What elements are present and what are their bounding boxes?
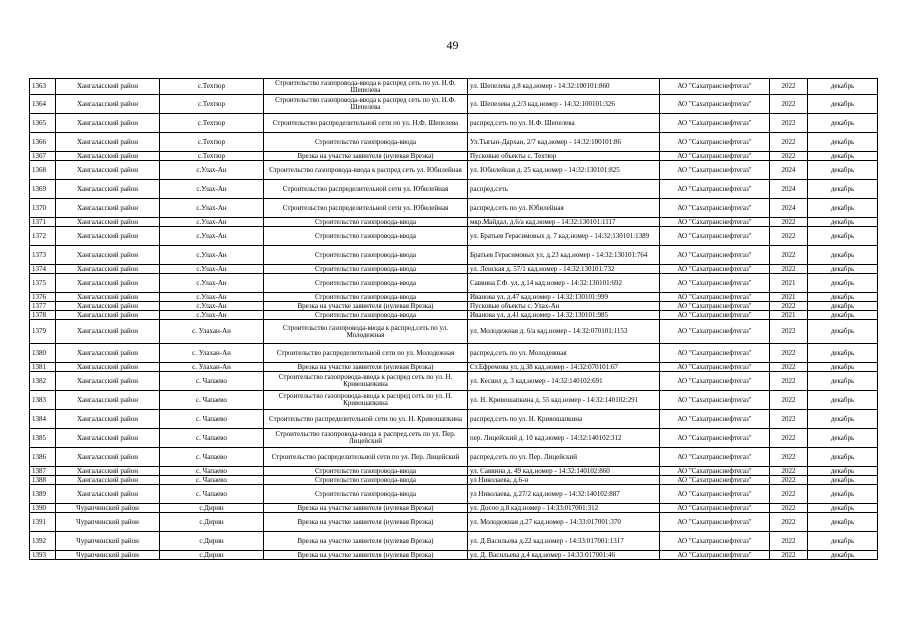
table-row [30, 532, 878, 551]
year-cell: 2022 [770, 265, 808, 274]
address-cell: ул Николаева, д.6-н [468, 476, 660, 485]
month-cell: декабрь [808, 114, 878, 133]
month-cell: декабрь [808, 372, 878, 391]
page-number: 49 [446, 38, 459, 52]
locality-cell: с.Улах-Ан [160, 311, 264, 320]
month-cell: декабрь [808, 344, 878, 363]
month-cell: декабрь [808, 161, 878, 180]
year-cell: 2022 [770, 344, 808, 363]
month-cell: декабрь [808, 95, 878, 114]
locality-cell: с.Техтюр [160, 133, 264, 152]
work-description-cell: Строительство газопровода-ввода к распред сеть по ул. Н.Ф. Шепелева [264, 95, 468, 114]
year-cell: 2022 [770, 218, 808, 227]
locality-cell: с. Чапаево [160, 372, 264, 391]
locality-cell: с. Чапаево [160, 391, 264, 410]
table-row [30, 485, 878, 504]
locality-cell: с.Улах-Ан [160, 293, 264, 302]
company-cell: АО "Сахатранснефтегаз" [660, 429, 770, 448]
district-cell: Хангаласский район [56, 429, 160, 448]
year-cell: 2022 [770, 467, 808, 476]
table-row [30, 551, 878, 560]
district-cell: Хангаласский район [56, 161, 160, 180]
year-cell: 2021 [770, 311, 808, 320]
work-description-cell: Строительство газопровода-ввода к распред сеть ул. Юбилейная [264, 161, 468, 180]
company-cell: АО "Сахатранснефтегаз" [660, 485, 770, 504]
row-number-cell: 1376 [30, 293, 56, 302]
district-cell: Хангаласский район [56, 95, 160, 114]
month-cell: декабрь [808, 199, 878, 218]
district-cell: Хангаласский район [56, 476, 160, 485]
table-row [30, 467, 878, 476]
table-row [30, 265, 878, 274]
work-description-cell: Строительство газопровода-ввода [264, 246, 468, 265]
month-cell: декабрь [808, 551, 878, 560]
address-cell: ул Николаева, д.27/2 кад.номер - 14:32:140102:887 [468, 485, 660, 504]
district-cell: Хангаласский район [56, 152, 160, 161]
table-row [30, 246, 878, 265]
table-row [30, 218, 878, 227]
table-row [30, 513, 878, 532]
district-cell: Чурапчинский район [56, 551, 160, 560]
row-number-cell: 1379 [30, 320, 56, 344]
company-cell: АО "Сахатранснефтегаз" [660, 161, 770, 180]
row-number-cell: 1372 [30, 227, 56, 246]
month-cell: декабрь [808, 265, 878, 274]
table-row [30, 114, 878, 133]
work-description-cell: Строительство газопровода-ввода [264, 476, 468, 485]
row-number-cell: 1366 [30, 133, 56, 152]
row-number-cell: 1371 [30, 218, 56, 227]
address-cell: распред.сеть по ул. Н.Ф. Шепелева [468, 114, 660, 133]
row-number-cell: 1386 [30, 448, 56, 467]
month-cell: декабрь [808, 513, 878, 532]
row-number-cell: 1373 [30, 246, 56, 265]
month-cell: декабрь [808, 133, 878, 152]
year-cell: 2022 [770, 152, 808, 161]
table-row [30, 372, 878, 391]
month-cell: декабрь [808, 320, 878, 344]
company-cell: АО "Сахатранснефтегаз" [660, 344, 770, 363]
company-cell: АО "Сахатранснефтегаз" [660, 302, 770, 311]
address-cell: мкр.Майдал, д.6/а кад.номер - 14:32:130101:1117 [468, 218, 660, 227]
year-cell: 2022 [770, 504, 808, 513]
month-cell: декабрь [808, 391, 878, 410]
company-cell: АО "Сахатранснефтегаз" [660, 410, 770, 429]
company-cell: АО "Сахатранснефтегаз" [660, 311, 770, 320]
address-cell: ул. Шепелева д.8 кад.номер - 14:32:100101:860 [468, 79, 660, 95]
company-cell: АО "Сахатранснефтегаз" [660, 265, 770, 274]
locality-cell: с. Чапаево [160, 467, 264, 476]
locality-cell: с.Улах-Ан [160, 246, 264, 265]
address-cell: ул. Ленская д. 57/1 кад.номер - 14:32:130101:732 [468, 265, 660, 274]
locality-cell: с. Чапаево [160, 448, 264, 467]
month-cell: декабрь [808, 410, 878, 429]
table-row [30, 274, 878, 293]
month-cell: декабрь [808, 448, 878, 467]
row-number-cell: 1377 [30, 302, 56, 311]
work-description-cell: Строительство распределительной сети по ул. Н.Ф. Шепелева [264, 114, 468, 133]
work-description-cell: Врезка на участке заявителя (нулевая Врезка) [264, 532, 468, 551]
district-cell: Хангаласский район [56, 320, 160, 344]
year-cell: 2022 [770, 391, 808, 410]
month-cell: декабрь [808, 152, 878, 161]
table-row [30, 504, 878, 513]
address-cell: ул. Шепелева д.2/3 кад.номер - 14:32:100101:326 [468, 95, 660, 114]
address-cell: Пусковые объекты с. Техтюр [468, 152, 660, 161]
company-cell: АО "Сахатранснефтегаз" [660, 372, 770, 391]
row-number-cell: 1363 [30, 79, 56, 95]
address-cell: ул. Досоо д.8 кад.номер - 14:33:017001:312 [468, 504, 660, 513]
year-cell: 2022 [770, 485, 808, 504]
table-row [30, 429, 878, 448]
company-cell: АО "Сахатранснефтегаз" [660, 391, 770, 410]
work-description-cell: Врезка на участке заявителя (нулевая Врезка) [264, 363, 468, 372]
company-cell: АО "Сахатранснефтегаз" [660, 152, 770, 161]
year-cell: 2024 [770, 199, 808, 218]
work-description-cell: Строительство газопровода-ввода к распред.сеть по ул. Молодежная [264, 320, 468, 344]
company-cell: АО "Сахатранснефтегаз" [660, 504, 770, 513]
month-cell: декабрь [808, 246, 878, 265]
table-row [30, 227, 878, 246]
row-number-cell: 1389 [30, 485, 56, 504]
company-cell: АО "Сахатранснефтегаз" [660, 320, 770, 344]
locality-cell: с. Чапаево [160, 485, 264, 504]
company-cell: АО "Сахатранснефтегаз" [660, 227, 770, 246]
address-cell: Саввина Г.Ф. ул, д.14 кад.номер - 14:32:130101:692 [468, 274, 660, 293]
district-cell: Хангаласский район [56, 363, 160, 372]
district-cell: Хангаласский район [56, 372, 160, 391]
company-cell: АО "Сахатранснефтегаз" [660, 476, 770, 485]
district-cell: Чурапчинский район [56, 513, 160, 532]
year-cell: 2022 [770, 246, 808, 265]
year-cell: 2024 [770, 161, 808, 180]
district-cell: Чурапчинский район [56, 504, 160, 513]
address-cell: ул. Молодежная д.27 кад.номер - 14:33:017001:370 [468, 513, 660, 532]
address-cell: Пусковые объекты с. Улах-Ан [468, 302, 660, 311]
address-cell: ул. Саввина д. 49 кад.номер - 14:32:140102:860 [468, 467, 660, 476]
district-cell: Хангаласский район [56, 344, 160, 363]
month-cell: декабрь [808, 532, 878, 551]
row-number-cell: 1367 [30, 152, 56, 161]
locality-cell: с.Улах-Ан [160, 180, 264, 199]
work-description-cell: Строительство газопровода-ввода [264, 265, 468, 274]
district-cell: Хангаласский район [56, 448, 160, 467]
row-number-cell: 1392 [30, 532, 56, 551]
month-cell: декабрь [808, 227, 878, 246]
month-cell: декабрь [808, 180, 878, 199]
district-cell: Хангаласский район [56, 274, 160, 293]
year-cell: 2022 [770, 372, 808, 391]
locality-cell: с. Улахан-Ан [160, 363, 264, 372]
year-cell: 2022 [770, 410, 808, 429]
work-description-cell: Строительство газопровода-ввода к распред сеть по ул. Н. Кривошапкина [264, 372, 468, 391]
row-number-cell: 1375 [30, 274, 56, 293]
row-number-cell: 1384 [30, 410, 56, 429]
district-cell: Хангаласский район [56, 467, 160, 476]
address-cell: Иванова ул, д.47 кад.номер - 14:32:130101:999 [468, 293, 660, 302]
district-cell: Хангаласский район [56, 246, 160, 265]
year-cell: 2022 [770, 227, 808, 246]
district-cell: Хангаласский район [56, 180, 160, 199]
row-number-cell: 1370 [30, 199, 56, 218]
work-description-cell: Строительство газопровода-ввода [264, 293, 468, 302]
row-number-cell: 1380 [30, 344, 56, 363]
locality-cell: с.Улах-Ан [160, 227, 264, 246]
address-cell: ул. Братьев Герасимовых д. 7 кад.номер - 14:32:130101:1389 [468, 227, 660, 246]
row-number-cell: 1391 [30, 513, 56, 532]
row-number-cell: 1368 [30, 161, 56, 180]
month-cell: декабрь [808, 504, 878, 513]
work-description-cell: Врезка на участке заявителя (нулевая Врезка) [264, 152, 468, 161]
work-description-cell: Строительство распределительной сети ул. Юбилейная [264, 180, 468, 199]
table-row [30, 180, 878, 199]
table-row [30, 293, 878, 302]
table-row [30, 311, 878, 320]
month-cell: декабрь [808, 363, 878, 372]
locality-cell: с. Чапаево [160, 429, 264, 448]
row-number-cell: 1381 [30, 363, 56, 372]
table-row [30, 476, 878, 485]
month-cell: декабрь [808, 476, 878, 485]
company-cell: АО "Сахатранснефтегаз" [660, 532, 770, 551]
company-cell: АО "Сахатранснефтегаз" [660, 95, 770, 114]
address-cell: распред.сеть по ул. Молодежная [468, 344, 660, 363]
address-cell: распред.сеть по ул. Пер. Лицейский [468, 448, 660, 467]
year-cell: 2022 [770, 429, 808, 448]
year-cell: 2022 [770, 476, 808, 485]
district-cell: Хангаласский район [56, 302, 160, 311]
work-description-cell: Строительство газопровода-ввода [264, 218, 468, 227]
work-description-cell: Врезка на участке заявителя (нулевая Врезка) [264, 513, 468, 532]
locality-cell: с.Дирин [160, 532, 264, 551]
address-cell: ул. Д.Васильева д.22 кад.номер - 14:33:017001:1317 [468, 532, 660, 551]
address-cell: ул. Н. Кривошапкина д. 55 кад.номер - 14:32:140102:291 [468, 391, 660, 410]
row-number-cell: 1387 [30, 467, 56, 476]
row-number-cell: 1365 [30, 114, 56, 133]
work-description-cell: Врезка на участке заявителя (нулевая Врезка) [264, 302, 468, 311]
row-number-cell: 1374 [30, 265, 56, 274]
district-cell: Хангаласский район [56, 114, 160, 133]
work-description-cell: Строительство распределительной сети ул. Юбилейная [264, 199, 468, 218]
company-cell: АО "Сахатранснефтегаз" [660, 274, 770, 293]
year-cell: 2021 [770, 274, 808, 293]
year-cell: 2022 [770, 513, 808, 532]
company-cell: АО "Сахатранснефтегаз" [660, 293, 770, 302]
row-number-cell: 1383 [30, 391, 56, 410]
year-cell: 2022 [770, 114, 808, 133]
locality-cell: с. Чапаево [160, 410, 264, 429]
address-cell: распред.сеть по ул. Н. Кривошапкина [468, 410, 660, 429]
month-cell: декабрь [808, 79, 878, 95]
company-cell: АО "Сахатранснефтегаз" [660, 199, 770, 218]
work-description-cell: Строительство распределительной сети по ул. Н. Кривошапкина [264, 410, 468, 429]
company-cell: АО "Сахатранснефтегаз" [660, 363, 770, 372]
address-cell: распред.сеть [468, 180, 660, 199]
company-cell: АО "Сахатранснефтегаз" [660, 551, 770, 560]
locality-cell: с.Техтюр [160, 95, 264, 114]
work-description-cell: Строительство газопровода-ввода [264, 227, 468, 246]
locality-cell: с.Дирин [160, 551, 264, 560]
company-cell: АО "Сахатранснефтегаз" [660, 467, 770, 476]
table-row [30, 448, 878, 467]
address-cell: ул. Д. Васильева д.4 кад.номер - 14:33:017001:46 [468, 551, 660, 560]
locality-cell: с.Техтюр [160, 152, 264, 161]
locality-cell: с.Улах-Ан [160, 302, 264, 311]
year-cell: 2022 [770, 320, 808, 344]
year-cell: 2021 [770, 293, 808, 302]
company-cell: АО "Сахатранснефтегаз" [660, 79, 770, 95]
year-cell: 2022 [770, 95, 808, 114]
address-cell: распред.сеть по ул. Юбилейная [468, 199, 660, 218]
company-cell: АО "Сахатранснефтегаз" [660, 133, 770, 152]
work-description-cell: Врезка на участке заявителя (нулевая Врезка) [264, 551, 468, 560]
work-description-cell: Строительство газопровода-ввода [264, 467, 468, 476]
month-cell: декабрь [808, 274, 878, 293]
address-cell: Ул.Тыгын-Дархан, 2/7 кад.номер - 14:32:100101:86 [468, 133, 660, 152]
work-description-cell: Строительство газопровода-ввода [264, 133, 468, 152]
company-cell: АО "Сахатранснефтегаз" [660, 218, 770, 227]
month-cell: декабрь [808, 293, 878, 302]
table-row [30, 410, 878, 429]
address-cell: ул. Юбилейная д. 25 кад.номер - 14:32:130101:825 [468, 161, 660, 180]
company-cell: АО "Сахатранснефтегаз" [660, 246, 770, 265]
table-row [30, 161, 878, 180]
address-cell: пер. Лицейский д. 10 кад.номер - 14:32:140102:312 [468, 429, 660, 448]
district-cell: Хангаласский район [56, 79, 160, 95]
company-cell: АО "Сахатранснефтегаз" [660, 513, 770, 532]
district-cell: Хангаласский район [56, 293, 160, 302]
district-cell: Хангаласский район [56, 218, 160, 227]
district-cell: Хангаласский район [56, 410, 160, 429]
address-cell: ул. Кесвил д. 3 кад.номер - 14:32:140102:691 [468, 372, 660, 391]
month-cell: декабрь [808, 467, 878, 476]
address-cell: Иванова ул, д.41 кад.номер - 14:32:130101:985 [468, 311, 660, 320]
row-number-cell: 1390 [30, 504, 56, 513]
locality-cell: с.Улах-Ан [160, 265, 264, 274]
work-description-cell: Строительство газопровода-ввода к распред сеть по ул. Н.Ф. Шепелева [264, 79, 468, 95]
work-description-cell: Строительство газопровода-ввода [264, 311, 468, 320]
work-description-cell: Строительство распределительной сети по ул. Молодежная [264, 344, 468, 363]
district-cell: Хангаласский район [56, 311, 160, 320]
row-number-cell: 1378 [30, 311, 56, 320]
address-cell: Братьев Герасимовых ул, д.23 кад.номер - 14:32:130101:764 [468, 246, 660, 265]
row-number-cell: 1382 [30, 372, 56, 391]
work-description-cell: Строительство газопровода-ввода [264, 485, 468, 504]
row-number-cell: 1393 [30, 551, 56, 560]
locality-cell: с.Улах-Ан [160, 274, 264, 293]
row-number-cell: 1388 [30, 476, 56, 485]
table-row [30, 152, 878, 161]
district-cell: Хангаласский район [56, 227, 160, 246]
district-cell: Хангаласский район [56, 133, 160, 152]
locality-cell: с.Техтюр [160, 79, 264, 95]
month-cell: декабрь [808, 311, 878, 320]
district-cell: Хангаласский район [56, 265, 160, 274]
table-row [30, 391, 878, 410]
work-description-cell: Строительство газопровода-ввода [264, 274, 468, 293]
work-description-cell: Врезка на участке заявителя (нулевая Врезка) [264, 504, 468, 513]
year-cell: 2022 [770, 133, 808, 152]
locality-cell: с.Улах-Ан [160, 161, 264, 180]
table-row [30, 79, 878, 95]
locality-cell: с.Улах-Ан [160, 218, 264, 227]
year-cell: 2022 [770, 532, 808, 551]
district-cell: Хангаласский район [56, 391, 160, 410]
year-cell: 2022 [770, 448, 808, 467]
year-cell: 2022 [770, 302, 808, 311]
company-cell: АО "Сахатранснефтегаз" [660, 114, 770, 133]
month-cell: декабрь [808, 429, 878, 448]
work-description-cell: Строительство газопровода-ввода к распред сеть по ул. Н. Кривошапкина [264, 391, 468, 410]
year-cell: 2022 [770, 551, 808, 560]
locality-cell: с. Улахан-Ан [160, 320, 264, 344]
table-row [30, 344, 878, 363]
work-description-cell: Строительство распределительной сети по ул. Пер. Лицейский [264, 448, 468, 467]
district-cell: Хангаласский район [56, 199, 160, 218]
row-number-cell: 1385 [30, 429, 56, 448]
locality-cell: с.Улах-Ан [160, 199, 264, 218]
data-table [29, 78, 878, 560]
table-row [30, 302, 878, 311]
month-cell: декабрь [808, 485, 878, 504]
month-cell: декабрь [808, 218, 878, 227]
locality-cell: с.Дирин [160, 513, 264, 532]
locality-cell: с.Техтюр [160, 114, 264, 133]
locality-cell: с.Дирин [160, 504, 264, 513]
locality-cell: с. Улахан-Ан [160, 344, 264, 363]
table-row [30, 199, 878, 218]
year-cell: 2022 [770, 363, 808, 372]
district-cell: Чурапчинский район [56, 532, 160, 551]
work-description-cell: Строительство газопровода-ввода к распред.сеть по ул. Пер. Лицейский [264, 429, 468, 448]
district-cell: Хангаласский район [56, 485, 160, 504]
row-number-cell: 1369 [30, 180, 56, 199]
table-row [30, 133, 878, 152]
address-cell: ул. Молодежная д. 6/а кад.номер - 14:32:070101:1153 [468, 320, 660, 344]
company-cell: АО "Сахатранснефтегаз" [660, 180, 770, 199]
table-row [30, 363, 878, 372]
company-cell: АО "Сахатранснефтегаз" [660, 448, 770, 467]
table-row [30, 95, 878, 114]
year-cell: 2024 [770, 180, 808, 199]
month-cell: декабрь [808, 302, 878, 311]
address-cell: Ст.Ефремова ул, д.38 кад.номер - 14:32:070101:67 [468, 363, 660, 372]
table-row [30, 320, 878, 344]
year-cell: 2022 [770, 79, 808, 95]
locality-cell: с. Чапаево [160, 476, 264, 485]
row-number-cell: 1364 [30, 95, 56, 114]
